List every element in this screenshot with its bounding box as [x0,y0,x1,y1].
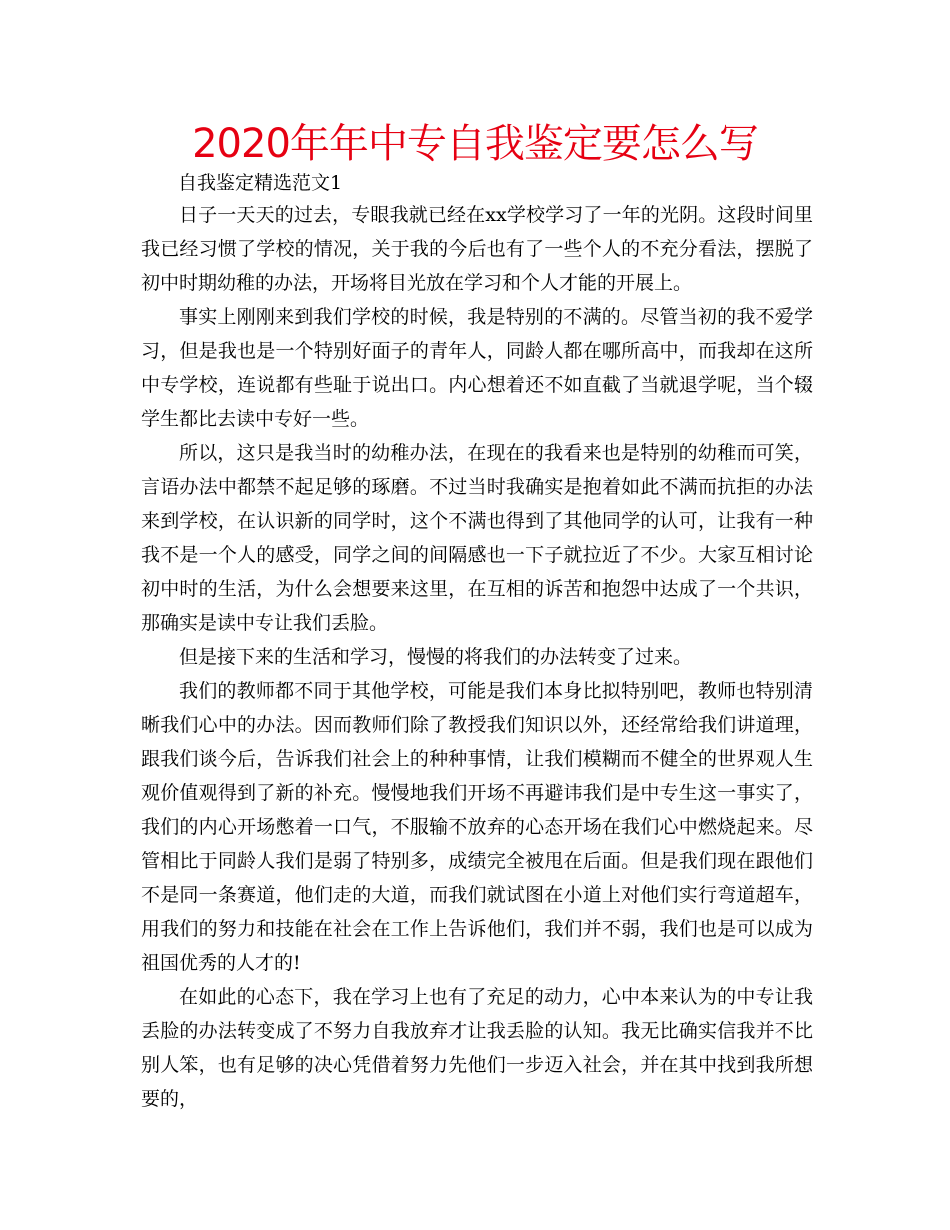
document-body [141,198,813,1116]
paragraph: 但是接下来的生活和学习，慢慢的将我们的办法转变了过来。 [179,646,693,668]
paragraph: 我们的教师都不同于其他学校，可能是我们本身比拟特别吧，教师也特别清晰我们心中的办法。因而教师们除了教授我们知识以外，还经常给我们讲道理，跟我们谈今后，告诉我们社会上的种种事情，让我们模糊而不健全的世界观人生观价值观得到了新的补充。慢慢地我们开场不再避讳我们是中专生这一事实了，我们的内心开场憋着一口气，不服输不放弃的心态开场在我们心中燃烧起来。尽管相比于同龄人我们是弱了特别多，成绩完全被甩在后面。但是我们现在跟他们不是同一条赛道，他们走的大道，而我们就试图在小道上对他们实行弯道超车，用我们的努力和技能在社会在工作上告诉他们，我们并不弱，我们也是可以成为祖国优秀的人才的! [141,680,813,974]
document-subtitle: 自我鉴定精选范文1 [178,172,343,194]
paragraph: 在如此的心态下，我在学习上也有了充足的动力，心中本来认为的中专让我丢脸的办法转变成了不努力自我放弃才让我丢脸的认知。我无比确实信我并不比别人笨，也有足够的决心凭借着努力先他们一步迈入社会，并在其中找到我所想要的， [141,986,813,1110]
paragraph: 所以，这只是我当时的幼稚办法，在现在的我看来也是特别的幼稚而可笑，言语办法中都禁不起足够的琢磨。不过当时我确实是抱着如此不满而抗拒的办法来到学校，在认识新的同学时，这个不满也得到了其他同学的认可，让我有一种我不是一个人的感受，同学之间的间隔感也一下子就拉近了不少。大家互相讨论初中时的生活，为什么会想要来这里，在互相的诉苦和抱怨中达成了一个共识，那确实是读中专让我们丢脸。 [141,442,813,634]
document-title: 2020年年中专自我鉴定要怎么写 [192,121,758,167]
paragraph: 事实上刚刚来到我们学校的时候，我是特别的不满的。尽管当初的我不爱学习，但是我也是一个特别好面子的青年人，同龄人都在哪所高中，而我却在这所中专学校，连说都有些耻于说出口。内心想着还不如直截了当就退学呢，当个辍学生都比去读中专好一些。 [141,306,813,430]
paragraph: 日子一天天的过去，专眼我就已经在xx学校学习了一年的光阴。这段时间里我已经习惯了学校的情况，关于我的今后也有了一些个人的不充分看法，摆脱了初中时期幼稚的办法，开场将目光放在学习和个人才能的开展上。 [141,204,813,294]
